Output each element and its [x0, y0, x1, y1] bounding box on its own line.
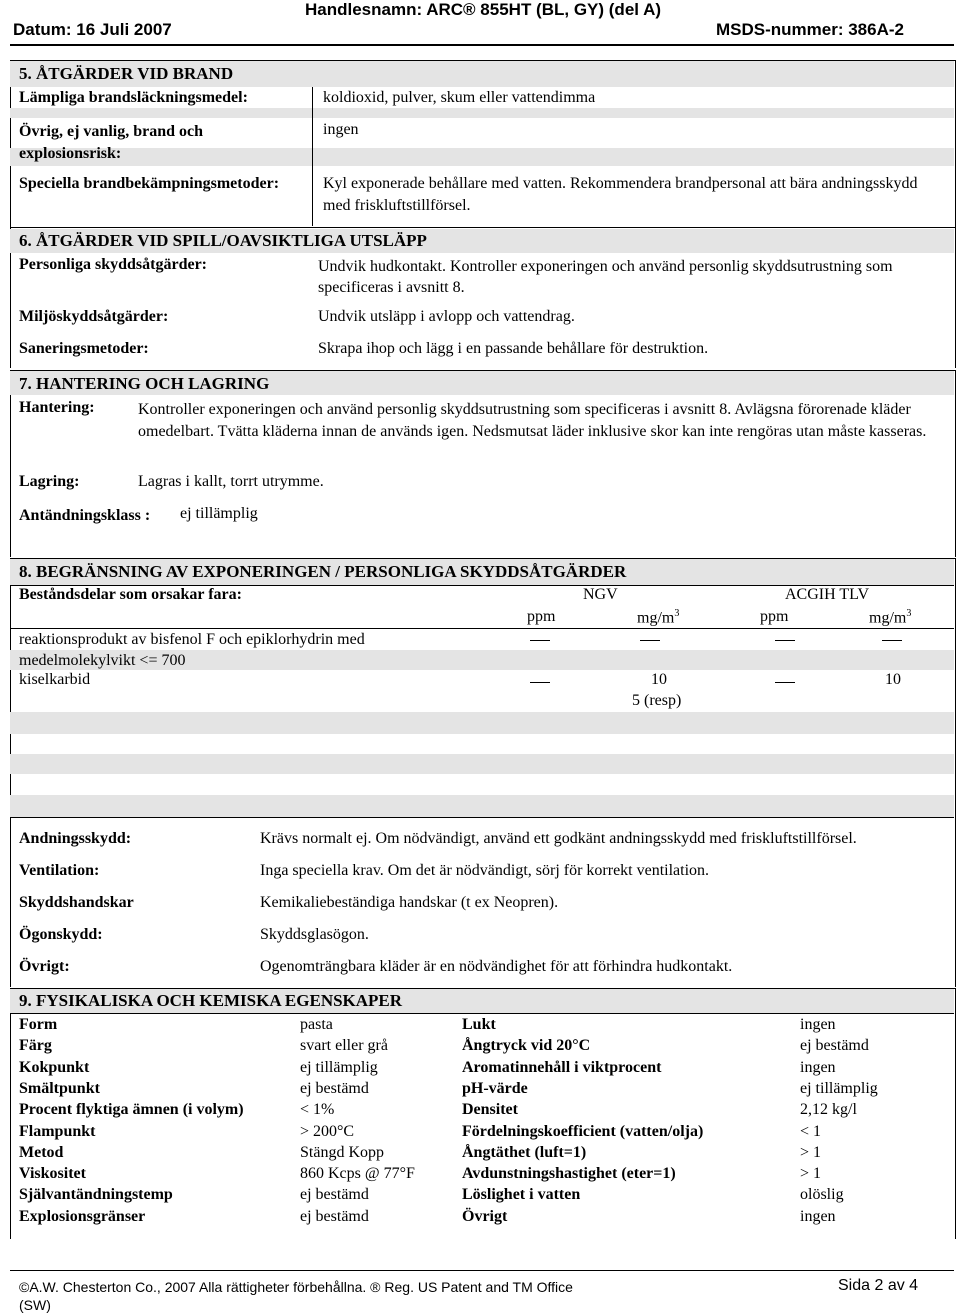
s7-value-storage: Lagras i kallt, torrt utrymme. [138, 473, 324, 490]
s8-empty-band-1 [10, 712, 954, 734]
s8-empty-band-3 [10, 795, 954, 817]
s5-value-firefighting: Kyl exponerade behållare med vatten. Rekommendera brandpersonal att bära andningsskydd med friskluftstillförsel. [323, 175, 918, 214]
header-date: Datum: 16 Juli 2007 [13, 20, 172, 39]
s9-right-key: Lukt [462, 1016, 496, 1033]
s7-label-storage: Lagring: [19, 473, 80, 490]
s7-value-ignition: ej tillämplig [180, 505, 258, 522]
s8-row2-name: kiselkarbid [19, 671, 91, 688]
s9-left-value: svart eller grå [300, 1037, 388, 1054]
s8-row1-ngv-mg-dash [640, 640, 660, 641]
section-5-title: 5. ÅTGÄRDER VID BRAND [19, 64, 234, 83]
s9-left-value: ej bestämd [300, 1186, 369, 1203]
s8-label-other: Övrigt: [19, 958, 70, 975]
s9-right-value: ingen [800, 1208, 836, 1225]
s9-left-key: Flampunkt [19, 1123, 96, 1140]
s8-row2-ngv-ppm-dash [530, 682, 550, 683]
s9-right-value: > 1 [800, 1144, 822, 1161]
s8-acgih-ppm: ppm [760, 608, 789, 625]
s6-label-cleanup: Saneringsmetoder: [19, 340, 149, 357]
header-msds: MSDS-nummer: 386A-2 [716, 20, 904, 39]
section-7-title: 7. HANTERING OCH LAGRING [19, 374, 270, 393]
section-9-title-rule [10, 1013, 954, 1014]
s9-right-value: ingen [800, 1059, 836, 1076]
s5-value-extinguish: koldioxid, pulver, skum eller vattendimma [323, 89, 596, 106]
s8-label-eyes: Ögonskydd: [19, 926, 103, 943]
s7-label-ignition: Antändningsklass : [19, 507, 151, 524]
s9-right-key: Ångtryck vid 20°C [462, 1037, 591, 1054]
header-rule [10, 44, 954, 46]
s8-value-gloves: Kemikaliebeständiga handskar (t ex Neopren). [260, 894, 559, 911]
s7-value-handling: Kontroller exponeringen och använd personlig skyddsutrustning som specificeras i avsnitt 8. Avlägsna förorenade kläder omedelbart. Tvätta kläderna innan de används igen. Nedsmutsat läder inklusive skor kan inte rengöras utan måste kasseras. [138, 401, 927, 440]
s9-right-value: olöslig [800, 1186, 844, 1203]
footer-lang: (SW) [19, 1297, 51, 1313]
s8-table-bottom-rule [10, 817, 954, 818]
s8-row2-ngv-mg-resp: 5 (resp) [632, 692, 682, 709]
footer-copyright: ©A.W. Chesterton Co., 2007 Alla rättigheter förbehållna. ® Reg. US Patent and TM Office [19, 1279, 573, 1295]
s9-right-key: Densitet [462, 1101, 518, 1118]
s8-ngv-header: NGV [583, 586, 618, 603]
s8-label-gloves: Skyddshandskar [19, 894, 134, 911]
s9-left-value: Stängd Kopp [300, 1144, 384, 1161]
s9-left-key: Viskositet [19, 1165, 86, 1182]
s8-row1-ngv-ppm-dash [530, 640, 550, 641]
s8-row1-name: reaktionsprodukt av bisfenol F och epiklorhydrin med medelmolekylvikt <= 700 [19, 631, 365, 669]
s6-label-environment: Miljöskyddsåtgärder: [19, 308, 169, 325]
s9-right-key: pH-värde [462, 1080, 528, 1097]
s8-label-respiratory: Andningsskydd: [19, 830, 132, 847]
s9-left-key: Självantändningstemp [19, 1186, 173, 1203]
s8-col-label: Beståndsdelar som orsakar fara: [19, 586, 242, 603]
s9-right-key: Avdunstningshastighet (eter=1) [462, 1165, 676, 1182]
s6-label-personal: Personliga skyddsåtgärder: [19, 256, 207, 273]
s8-row1-acgih-mg-dash [882, 640, 902, 641]
s9-right-value: < 1 [800, 1123, 822, 1140]
s9-left-key: Smältpunkt [19, 1080, 100, 1097]
s6-value-cleanup: Skrapa ihop och lägg i en passande behållare för destruktion. [318, 340, 709, 357]
s8-value-respiratory: Krävs normalt ej. Om nödvändigt, använd ett godkänt andningsskydd med friskluftstillförsel. [260, 830, 857, 847]
s8-row2-acgih-mg: 10 [885, 671, 901, 688]
s9-right-key: Övrigt [462, 1208, 508, 1225]
s9-left-key: Färg [19, 1037, 52, 1054]
s9-right-key: Aromatinnehåll i viktprocent [462, 1059, 662, 1076]
s9-right-value: ej tillämplig [800, 1080, 878, 1097]
s5-label-explosion: Övrig, ej vanlig, brand och explosionsrisk: [19, 123, 204, 162]
s9-left-value: pasta [300, 1016, 333, 1033]
s5-label-extinguish: Lämpliga brandsläckningsmedel: [19, 89, 248, 106]
s9-right-value: 2,12 kg/l [800, 1101, 857, 1118]
s8-ngv-mg: $mg/m^3$ [637, 608, 680, 627]
s8-row2-acgih-ppm-dash [775, 682, 795, 683]
s9-right-value: > 1 [800, 1165, 822, 1182]
s8-ngv-ppm: ppm [527, 608, 556, 625]
s9-right-value: ej bestämd [800, 1037, 869, 1054]
s8-acgih-header: ACGIH TLV [785, 586, 870, 603]
s8-value-other: Ogenomträngbara kläder är en nödvändighet för att förhindra hudkontakt. [260, 958, 733, 975]
header-product: Handlesnamn: ARC® 855HT (BL, GY) (del A) [305, 0, 662, 19]
section-6-title: 6. ÅTGÄRDER VID SPILL/OAVSIKTLIGA UTSLÄPP [19, 231, 427, 250]
s8-value-eyes: Skyddsglasögon. [260, 926, 369, 943]
section-5-divider [312, 87, 313, 226]
s8-row1-acgih-ppm-dash [775, 640, 795, 641]
s8-acgih-mg: $mg/m^3$ [869, 608, 912, 627]
s9-left-value: > 200°C [300, 1123, 355, 1140]
s9-left-key: Form [19, 1016, 58, 1033]
section-9-title: 9. FYSIKALISKA OCH KEMISKA EGENSKAPER [19, 991, 403, 1010]
s8-empty-band-2 [10, 754, 954, 774]
section-8-title: 8. BEGRÄNSNING AV EXPONERINGEN / PERSONLIGA SKYDDSÅTGÄRDER [19, 562, 627, 581]
s5-value-explosion: ingen [323, 121, 359, 138]
footer-rule [10, 1270, 954, 1271]
s9-right-key: Löslighet i vatten [462, 1186, 581, 1203]
s6-value-environment: Undvik utsläpp i avlopp och vattendrag. [318, 308, 575, 325]
s8-value-ventilation: Inga speciella krav. Om det är nödvändigt, sörj för korrekt ventilation. [260, 862, 710, 879]
s5-label-firefighting: Speciella brandbekämpningsmetoder: [19, 175, 280, 192]
s9-right-key: Fördelningskoefficient (vatten/olja) [462, 1123, 704, 1140]
s9-right-key: Ångtäthet (luft=1) [462, 1144, 587, 1161]
s9-left-value: < 1% [300, 1101, 335, 1118]
s9-left-key: Explosionsgränser [19, 1208, 146, 1225]
section-5-gap1 [10, 108, 954, 118]
s9-left-key: Metod [19, 1144, 64, 1161]
s7-label-handling: Hantering: [19, 399, 95, 416]
s9-left-value: 860 Kcps @ 77°F [300, 1165, 415, 1182]
s9-left-value: ej tillämplig [300, 1059, 378, 1076]
s9-left-key: Kokpunkt [19, 1059, 90, 1076]
s9-right-value: ingen [800, 1016, 836, 1033]
s9-left-key: Procent flyktiga ämnen (i volym) [19, 1101, 244, 1118]
s6-value-personal: Undvik hudkontakt. Kontroller exponeringen och använd personlig skyddsutrustning som specificeras i avsnitt 8. [318, 258, 893, 296]
s9-left-value: ej bestämd [300, 1080, 369, 1097]
s8-label-ventilation: Ventilation: [19, 862, 100, 879]
s8-row2-ngv-mg: 10 [651, 671, 667, 688]
s9-left-value: ej bestämd [300, 1208, 369, 1225]
footer-page-number: Sida 2 av 4 [838, 1277, 919, 1294]
